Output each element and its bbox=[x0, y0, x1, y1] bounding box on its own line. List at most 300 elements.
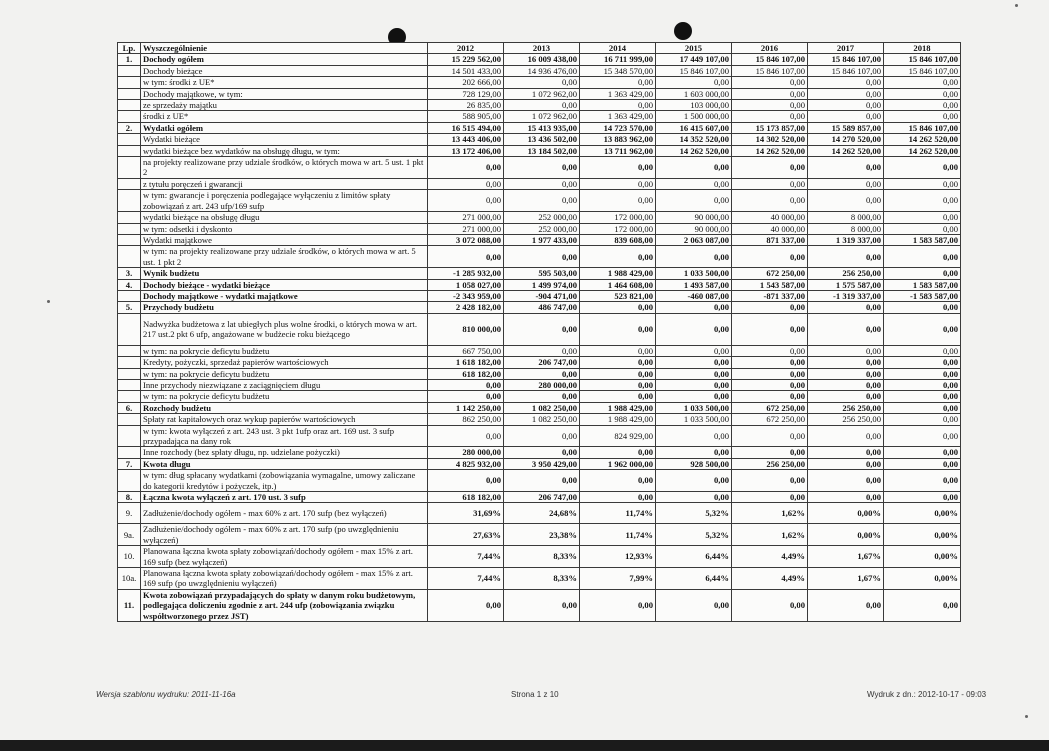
value-cell: 0,00 bbox=[656, 425, 732, 447]
value-cell: 0,00 bbox=[504, 391, 580, 402]
value-cell: 0,00 bbox=[884, 391, 961, 402]
value-cell: 252 000,00 bbox=[504, 223, 580, 234]
value-cell: 0,00 bbox=[884, 492, 961, 503]
value-cell: 0,00 bbox=[428, 157, 504, 179]
value-cell: 0,00 bbox=[884, 268, 961, 279]
header-year: 2012 bbox=[428, 43, 504, 54]
value-cell: 40 000,00 bbox=[732, 212, 808, 223]
value-cell: 3 950 429,00 bbox=[504, 458, 580, 469]
value-cell: 8 000,00 bbox=[808, 212, 884, 223]
value-cell: 0,00 bbox=[808, 458, 884, 469]
row-label: Zadłużenie/dochody ogółem - max 60% z art. 170 sufp (po uwzględnieniu wyłączeń) bbox=[141, 524, 428, 546]
value-cell: 15 846 107,00 bbox=[732, 54, 808, 65]
header-label: Wyszczególnienie bbox=[141, 43, 428, 54]
value-cell: 1 575 587,00 bbox=[808, 279, 884, 290]
value-cell: 8,33% bbox=[504, 546, 580, 568]
punch-hole-right bbox=[674, 22, 692, 40]
row-number: 11. bbox=[118, 589, 141, 621]
table-row bbox=[118, 470, 961, 492]
row-number bbox=[118, 470, 141, 492]
row-number: 4. bbox=[118, 279, 141, 290]
table-row bbox=[118, 54, 961, 65]
value-cell: 0,00 bbox=[428, 391, 504, 402]
value-cell: 1,67% bbox=[808, 568, 884, 590]
header-lp: Lp. bbox=[118, 43, 141, 54]
value-cell: 0,00 bbox=[428, 470, 504, 492]
value-cell: 810 000,00 bbox=[428, 313, 504, 345]
table-row bbox=[118, 234, 961, 245]
value-cell: 0,00 bbox=[808, 492, 884, 503]
value-cell: 1 583 587,00 bbox=[884, 234, 961, 245]
value-cell: 0,00 bbox=[580, 190, 656, 212]
row-label: Kwota zobowiązań przypadających do spłaty w danym roku budżetowym, podlegająca doliczeniu zgodnie z art. 244 ufp (zobowiązania związku współtworzonego przez JST) bbox=[141, 589, 428, 621]
value-cell: 0,00 bbox=[732, 246, 808, 268]
value-cell: -1 285 932,00 bbox=[428, 268, 504, 279]
value-cell: 0,00 bbox=[808, 246, 884, 268]
row-label: Wydatki majątkowe bbox=[141, 234, 428, 245]
table-row bbox=[118, 345, 961, 356]
row-label: w tym: na projekty realizowane przy udziale środków, o których mowa w art. 5 ust. 1 pkt 2 bbox=[141, 246, 428, 268]
row-number bbox=[118, 77, 141, 88]
value-cell: 15 846 107,00 bbox=[808, 65, 884, 76]
row-number bbox=[118, 425, 141, 447]
table-row bbox=[118, 88, 961, 99]
table-row bbox=[118, 313, 961, 345]
value-cell: 0,00 bbox=[884, 470, 961, 492]
header-year: 2013 bbox=[504, 43, 580, 54]
value-cell: 0,00 bbox=[884, 100, 961, 111]
row-label: Inne rozchody (bez spłaty długu, np. udzielane pożyczki) bbox=[141, 447, 428, 458]
value-cell: 0,00 bbox=[656, 77, 732, 88]
value-cell: 1 319 337,00 bbox=[808, 234, 884, 245]
value-cell: 0,00 bbox=[580, 391, 656, 402]
value-cell: -871 337,00 bbox=[732, 290, 808, 301]
row-number: 10a. bbox=[118, 568, 141, 590]
value-cell: 618 182,00 bbox=[428, 368, 504, 379]
table-row bbox=[118, 492, 961, 503]
row-label: Nadwyżka budżetowa z lat ubiegłych plus wolne środki, o których mowa w art. 217 ust.2 pkt 6 ufp, angażowane w budżecie roku bieżącego bbox=[141, 313, 428, 345]
value-cell: 0,00% bbox=[808, 503, 884, 524]
value-cell: 0,00 bbox=[884, 447, 961, 458]
value-cell: 0,00 bbox=[656, 178, 732, 189]
row-number bbox=[118, 65, 141, 76]
value-cell: 1 072 962,00 bbox=[504, 111, 580, 122]
value-cell: 14 936 476,00 bbox=[504, 65, 580, 76]
table-row bbox=[118, 368, 961, 379]
value-cell: 0,00 bbox=[884, 111, 961, 122]
value-cell: 1 603 000,00 bbox=[656, 88, 732, 99]
row-label: w tym: środki z UE* bbox=[141, 77, 428, 88]
value-cell: 13 172 406,00 bbox=[428, 145, 504, 156]
value-cell: 0,00 bbox=[580, 178, 656, 189]
value-cell: 0,00 bbox=[884, 313, 961, 345]
row-label: Kwota długu bbox=[141, 458, 428, 469]
table-row bbox=[118, 414, 961, 425]
value-cell: 24,68% bbox=[504, 503, 580, 524]
value-cell: 0,00 bbox=[808, 368, 884, 379]
value-cell: 0,00 bbox=[580, 447, 656, 458]
value-cell: 1 543 587,00 bbox=[732, 279, 808, 290]
value-cell: 0,00 bbox=[884, 246, 961, 268]
row-label: Łączna kwota wyłączeń z art. 170 ust. 3 sufp bbox=[141, 492, 428, 503]
value-cell: 0,00 bbox=[732, 345, 808, 356]
row-number: 9. bbox=[118, 503, 141, 524]
row-number bbox=[118, 223, 141, 234]
value-cell: 0,00 bbox=[732, 470, 808, 492]
table-row bbox=[118, 157, 961, 179]
value-cell: 0,00 bbox=[656, 302, 732, 313]
value-cell: 1,67% bbox=[808, 546, 884, 568]
page-number: Strona 1 z 10 bbox=[511, 690, 559, 699]
table-row bbox=[118, 223, 961, 234]
table-row bbox=[118, 391, 961, 402]
value-cell: 1 082 250,00 bbox=[504, 402, 580, 413]
value-cell: 271 000,00 bbox=[428, 212, 504, 223]
value-cell: 15 348 570,00 bbox=[580, 65, 656, 76]
value-cell: 252 000,00 bbox=[504, 212, 580, 223]
value-cell: 0,00 bbox=[808, 302, 884, 313]
value-cell: 486 747,00 bbox=[504, 302, 580, 313]
value-cell: 15 173 857,00 bbox=[732, 122, 808, 133]
row-label: Dochody majątkowe, w tym: bbox=[141, 88, 428, 99]
value-cell: 1 977 433,00 bbox=[504, 234, 580, 245]
row-label: Dochody bieżące bbox=[141, 65, 428, 76]
value-cell: 0,00 bbox=[732, 77, 808, 88]
value-cell: 0,00% bbox=[808, 524, 884, 546]
row-label: wydatki bieżące bez wydatków na obsługę długu, w tym: bbox=[141, 145, 428, 156]
value-cell: 0,00 bbox=[732, 313, 808, 345]
value-cell: 0,00 bbox=[808, 88, 884, 99]
value-cell: 928 500,00 bbox=[656, 458, 732, 469]
value-cell: 13 883 962,00 bbox=[580, 134, 656, 145]
financial-forecast-table bbox=[117, 42, 961, 622]
row-label: Planowana łączna kwota spłaty zobowiązań/dochody ogółem - max 15% z art. 169 sufp (bez wyłączeń) bbox=[141, 546, 428, 568]
value-cell: 0,00 bbox=[884, 223, 961, 234]
header-year: 2016 bbox=[732, 43, 808, 54]
value-cell: 256 250,00 bbox=[732, 458, 808, 469]
value-cell: 280 000,00 bbox=[504, 379, 580, 390]
value-cell: 1,62% bbox=[732, 524, 808, 546]
scan-edge bbox=[0, 740, 1049, 751]
value-cell: 1 142 250,00 bbox=[428, 402, 504, 413]
value-cell: 15 846 107,00 bbox=[884, 54, 961, 65]
value-cell: 15 846 107,00 bbox=[808, 54, 884, 65]
value-cell: 0,00 bbox=[656, 157, 732, 179]
row-label: Rozchody budżetu bbox=[141, 402, 428, 413]
value-cell: 206 747,00 bbox=[504, 357, 580, 368]
value-cell: 0,00 bbox=[580, 100, 656, 111]
value-cell: 27,63% bbox=[428, 524, 504, 546]
row-number bbox=[118, 212, 141, 223]
value-cell: -2 343 959,00 bbox=[428, 290, 504, 301]
row-number bbox=[118, 111, 141, 122]
row-label: Spłaty rat kapitałowych oraz wykup papierów wartościowych bbox=[141, 414, 428, 425]
value-cell: 0,00 bbox=[884, 212, 961, 223]
value-cell: 0,00 bbox=[656, 246, 732, 268]
value-cell: 588 905,00 bbox=[428, 111, 504, 122]
row-number bbox=[118, 345, 141, 356]
table-row bbox=[118, 589, 961, 621]
value-cell: 0,00 bbox=[656, 492, 732, 503]
table-row bbox=[118, 111, 961, 122]
row-label: Dochody bieżące - wydatki bieżące bbox=[141, 279, 428, 290]
value-cell: 523 821,00 bbox=[580, 290, 656, 301]
table-row bbox=[118, 65, 961, 76]
table-row bbox=[118, 190, 961, 212]
value-cell: 16 415 607,00 bbox=[656, 122, 732, 133]
value-cell: 672 250,00 bbox=[732, 414, 808, 425]
value-cell: 1 618 182,00 bbox=[428, 357, 504, 368]
value-cell: 0,00 bbox=[504, 77, 580, 88]
value-cell: 0,00 bbox=[732, 157, 808, 179]
value-cell: 1 363 429,00 bbox=[580, 111, 656, 122]
value-cell: 0,00 bbox=[808, 589, 884, 621]
row-label: wydatki bieżące na obsługę długu bbox=[141, 212, 428, 223]
table-row bbox=[118, 302, 961, 313]
value-cell: 15 846 107,00 bbox=[884, 65, 961, 76]
value-cell: 6,44% bbox=[656, 546, 732, 568]
row-label: w tym: na pokrycie deficytu budżetu bbox=[141, 345, 428, 356]
value-cell: 15 589 857,00 bbox=[808, 122, 884, 133]
value-cell: 8 000,00 bbox=[808, 223, 884, 234]
value-cell: 256 250,00 bbox=[808, 268, 884, 279]
value-cell: 0,00 bbox=[504, 178, 580, 189]
value-cell: 23,38% bbox=[504, 524, 580, 546]
header-year: 2017 bbox=[808, 43, 884, 54]
row-number bbox=[118, 234, 141, 245]
value-cell: 0,00% bbox=[884, 503, 961, 524]
row-label: Zadłużenie/dochody ogółem - max 60% z art. 170 sufp (bez wyłączeń) bbox=[141, 503, 428, 524]
row-number: 7. bbox=[118, 458, 141, 469]
value-cell: 672 250,00 bbox=[732, 268, 808, 279]
row-number bbox=[118, 391, 141, 402]
value-cell: -1 319 337,00 bbox=[808, 290, 884, 301]
value-cell: 0,00 bbox=[580, 77, 656, 88]
table-row bbox=[118, 178, 961, 189]
row-label: w tym: na pokrycie deficytu budżetu bbox=[141, 391, 428, 402]
value-cell: 172 000,00 bbox=[580, 212, 656, 223]
value-cell: 0,00 bbox=[732, 302, 808, 313]
value-cell: 0,00 bbox=[884, 368, 961, 379]
value-cell: 13 436 502,00 bbox=[504, 134, 580, 145]
row-number bbox=[118, 447, 141, 458]
value-cell: 839 608,00 bbox=[580, 234, 656, 245]
value-cell: 0,00 bbox=[504, 100, 580, 111]
value-cell: 0,00% bbox=[884, 524, 961, 546]
value-cell: 26 835,00 bbox=[428, 100, 504, 111]
value-cell: 1 363 429,00 bbox=[580, 88, 656, 99]
value-cell: 0,00 bbox=[732, 425, 808, 447]
row-label: w tym: odsetki i dyskonto bbox=[141, 223, 428, 234]
value-cell: 0,00 bbox=[580, 470, 656, 492]
template-version: Wersja szablonu wydruku: 2011-11-16a bbox=[96, 690, 236, 699]
table-row bbox=[118, 212, 961, 223]
value-cell: 0,00 bbox=[428, 589, 504, 621]
row-number: 5. bbox=[118, 302, 141, 313]
value-cell: 14 262 520,00 bbox=[732, 145, 808, 156]
row-label: w tym: kwota wyłączeń z art. 243 ust. 3 pkt 1ufp oraz art. 169 ust. 3 sufp przypadająca na dany rok bbox=[141, 425, 428, 447]
value-cell: 172 000,00 bbox=[580, 223, 656, 234]
value-cell: 7,44% bbox=[428, 568, 504, 590]
value-cell: 0,00 bbox=[808, 447, 884, 458]
value-cell: 0,00 bbox=[656, 391, 732, 402]
row-number bbox=[118, 414, 141, 425]
table-row bbox=[118, 145, 961, 156]
row-number bbox=[118, 313, 141, 345]
table-row bbox=[118, 503, 961, 524]
value-cell: 11,74% bbox=[580, 503, 656, 524]
row-label: z tytułu poręczeń i gwarancji bbox=[141, 178, 428, 189]
row-number: 10. bbox=[118, 546, 141, 568]
value-cell: 0,00 bbox=[656, 190, 732, 212]
value-cell: 1 499 974,00 bbox=[504, 279, 580, 290]
table-row bbox=[118, 425, 961, 447]
row-label: Wydatki bieżące bbox=[141, 134, 428, 145]
value-cell: 0,00 bbox=[504, 246, 580, 268]
header-row bbox=[118, 43, 961, 54]
value-cell: 7,44% bbox=[428, 546, 504, 568]
value-cell: 103 000,00 bbox=[656, 100, 732, 111]
value-cell: 4,49% bbox=[732, 568, 808, 590]
row-label: w tym: dług spłacany wydatkami (zobowiązania wymagalne, umowy zaliczane do kategorii kredytów i pożyczek, itp.) bbox=[141, 470, 428, 492]
value-cell: 0,00 bbox=[580, 492, 656, 503]
value-cell: 1 033 500,00 bbox=[656, 268, 732, 279]
value-cell: 0,00 bbox=[884, 425, 961, 447]
value-cell: 0,00 bbox=[808, 313, 884, 345]
value-cell: 871 337,00 bbox=[732, 234, 808, 245]
value-cell: 0,00 bbox=[656, 345, 732, 356]
table-row bbox=[118, 122, 961, 133]
value-cell: 31,69% bbox=[428, 503, 504, 524]
value-cell: 7,99% bbox=[580, 568, 656, 590]
row-number bbox=[118, 357, 141, 368]
value-cell: 1 072 962,00 bbox=[504, 88, 580, 99]
value-cell: 0,00 bbox=[504, 190, 580, 212]
row-number bbox=[118, 190, 141, 212]
value-cell: 0,00 bbox=[580, 357, 656, 368]
value-cell: 0,00 bbox=[580, 345, 656, 356]
value-cell: 0,00 bbox=[732, 492, 808, 503]
header-year: 2014 bbox=[580, 43, 656, 54]
value-cell: 0,00 bbox=[884, 178, 961, 189]
value-cell: 90 000,00 bbox=[656, 223, 732, 234]
value-cell: 12,93% bbox=[580, 546, 656, 568]
value-cell: 1 493 587,00 bbox=[656, 279, 732, 290]
value-cell: 0,00 bbox=[884, 302, 961, 313]
value-cell: 0,00 bbox=[580, 157, 656, 179]
print-date: Wydruk z dn.: 2012-10-17 - 09:03 bbox=[867, 690, 987, 699]
value-cell: 0,00 bbox=[656, 368, 732, 379]
value-cell: 0,00 bbox=[732, 88, 808, 99]
row-number bbox=[118, 157, 141, 179]
row-number bbox=[118, 178, 141, 189]
table-row bbox=[118, 546, 961, 568]
row-number: 3. bbox=[118, 268, 141, 279]
table-row bbox=[118, 268, 961, 279]
value-cell: -1 583 587,00 bbox=[884, 290, 961, 301]
value-cell: 16 009 438,00 bbox=[504, 54, 580, 65]
value-cell: 280 000,00 bbox=[428, 447, 504, 458]
table-row bbox=[118, 134, 961, 145]
value-cell: 0,00 bbox=[884, 190, 961, 212]
value-cell: 0,00 bbox=[428, 246, 504, 268]
value-cell: 0,00 bbox=[732, 447, 808, 458]
value-cell: 0,00 bbox=[504, 470, 580, 492]
value-cell: 0,00 bbox=[732, 368, 808, 379]
value-cell: 14 302 520,00 bbox=[732, 134, 808, 145]
scan-speck bbox=[1015, 4, 1018, 7]
value-cell: 0,00 bbox=[504, 447, 580, 458]
value-cell: 40 000,00 bbox=[732, 223, 808, 234]
value-cell: 13 184 502,00 bbox=[504, 145, 580, 156]
value-cell: 0,00 bbox=[656, 357, 732, 368]
value-cell: 595 503,00 bbox=[504, 268, 580, 279]
table-row bbox=[118, 290, 961, 301]
row-number bbox=[118, 100, 141, 111]
row-label: w tym: na pokrycie deficytu budżetu bbox=[141, 368, 428, 379]
value-cell: 14 262 520,00 bbox=[656, 145, 732, 156]
value-cell: 15 846 107,00 bbox=[884, 122, 961, 133]
value-cell: 15 846 107,00 bbox=[732, 65, 808, 76]
value-cell: 0,00 bbox=[808, 77, 884, 88]
value-cell: 4,49% bbox=[732, 546, 808, 568]
table-row bbox=[118, 447, 961, 458]
value-cell: 0,00 bbox=[504, 345, 580, 356]
value-cell: 0,00 bbox=[808, 111, 884, 122]
value-cell: 13 443 406,00 bbox=[428, 134, 504, 145]
value-cell: 0,00 bbox=[428, 425, 504, 447]
value-cell: 0,00 bbox=[884, 402, 961, 413]
header-year: 2018 bbox=[884, 43, 961, 54]
value-cell: 11,74% bbox=[580, 524, 656, 546]
value-cell: 2 063 087,00 bbox=[656, 234, 732, 245]
value-cell: 6,44% bbox=[656, 568, 732, 590]
value-cell: 271 000,00 bbox=[428, 223, 504, 234]
value-cell: 667 750,00 bbox=[428, 345, 504, 356]
value-cell: 1 988 429,00 bbox=[580, 402, 656, 413]
value-cell: 14 501 433,00 bbox=[428, 65, 504, 76]
value-cell: 824 929,00 bbox=[580, 425, 656, 447]
value-cell: 15 846 107,00 bbox=[656, 65, 732, 76]
row-label: Planowana łączna kwota spłaty zobowiązań/dochody ogółem - max 15% z art. 169 sufp (po uwzględnieniu wyłączeń) bbox=[141, 568, 428, 590]
value-cell: 256 250,00 bbox=[808, 414, 884, 425]
table-body bbox=[118, 54, 961, 622]
row-label: Dochody ogółem bbox=[141, 54, 428, 65]
value-cell: 0,00 bbox=[732, 357, 808, 368]
value-cell: 14 262 520,00 bbox=[808, 145, 884, 156]
row-number bbox=[118, 290, 141, 301]
value-cell: 1 988 429,00 bbox=[580, 268, 656, 279]
value-cell: 206 747,00 bbox=[504, 492, 580, 503]
value-cell: 8,33% bbox=[504, 568, 580, 590]
value-cell: 0,00 bbox=[732, 589, 808, 621]
value-cell: 17 449 107,00 bbox=[656, 54, 732, 65]
row-number: 8. bbox=[118, 492, 141, 503]
value-cell: 0,00 bbox=[884, 88, 961, 99]
value-cell: 0,00 bbox=[884, 345, 961, 356]
value-cell: 0,00 bbox=[428, 190, 504, 212]
row-number: 1. bbox=[118, 54, 141, 65]
scan-speck bbox=[47, 300, 50, 303]
value-cell: 0,00 bbox=[808, 391, 884, 402]
value-cell: -460 087,00 bbox=[656, 290, 732, 301]
value-cell: 0,00 bbox=[884, 77, 961, 88]
row-number: 2. bbox=[118, 122, 141, 133]
row-number bbox=[118, 368, 141, 379]
value-cell: 16 711 999,00 bbox=[580, 54, 656, 65]
value-cell: 0,00 bbox=[808, 345, 884, 356]
value-cell: 90 000,00 bbox=[656, 212, 732, 223]
